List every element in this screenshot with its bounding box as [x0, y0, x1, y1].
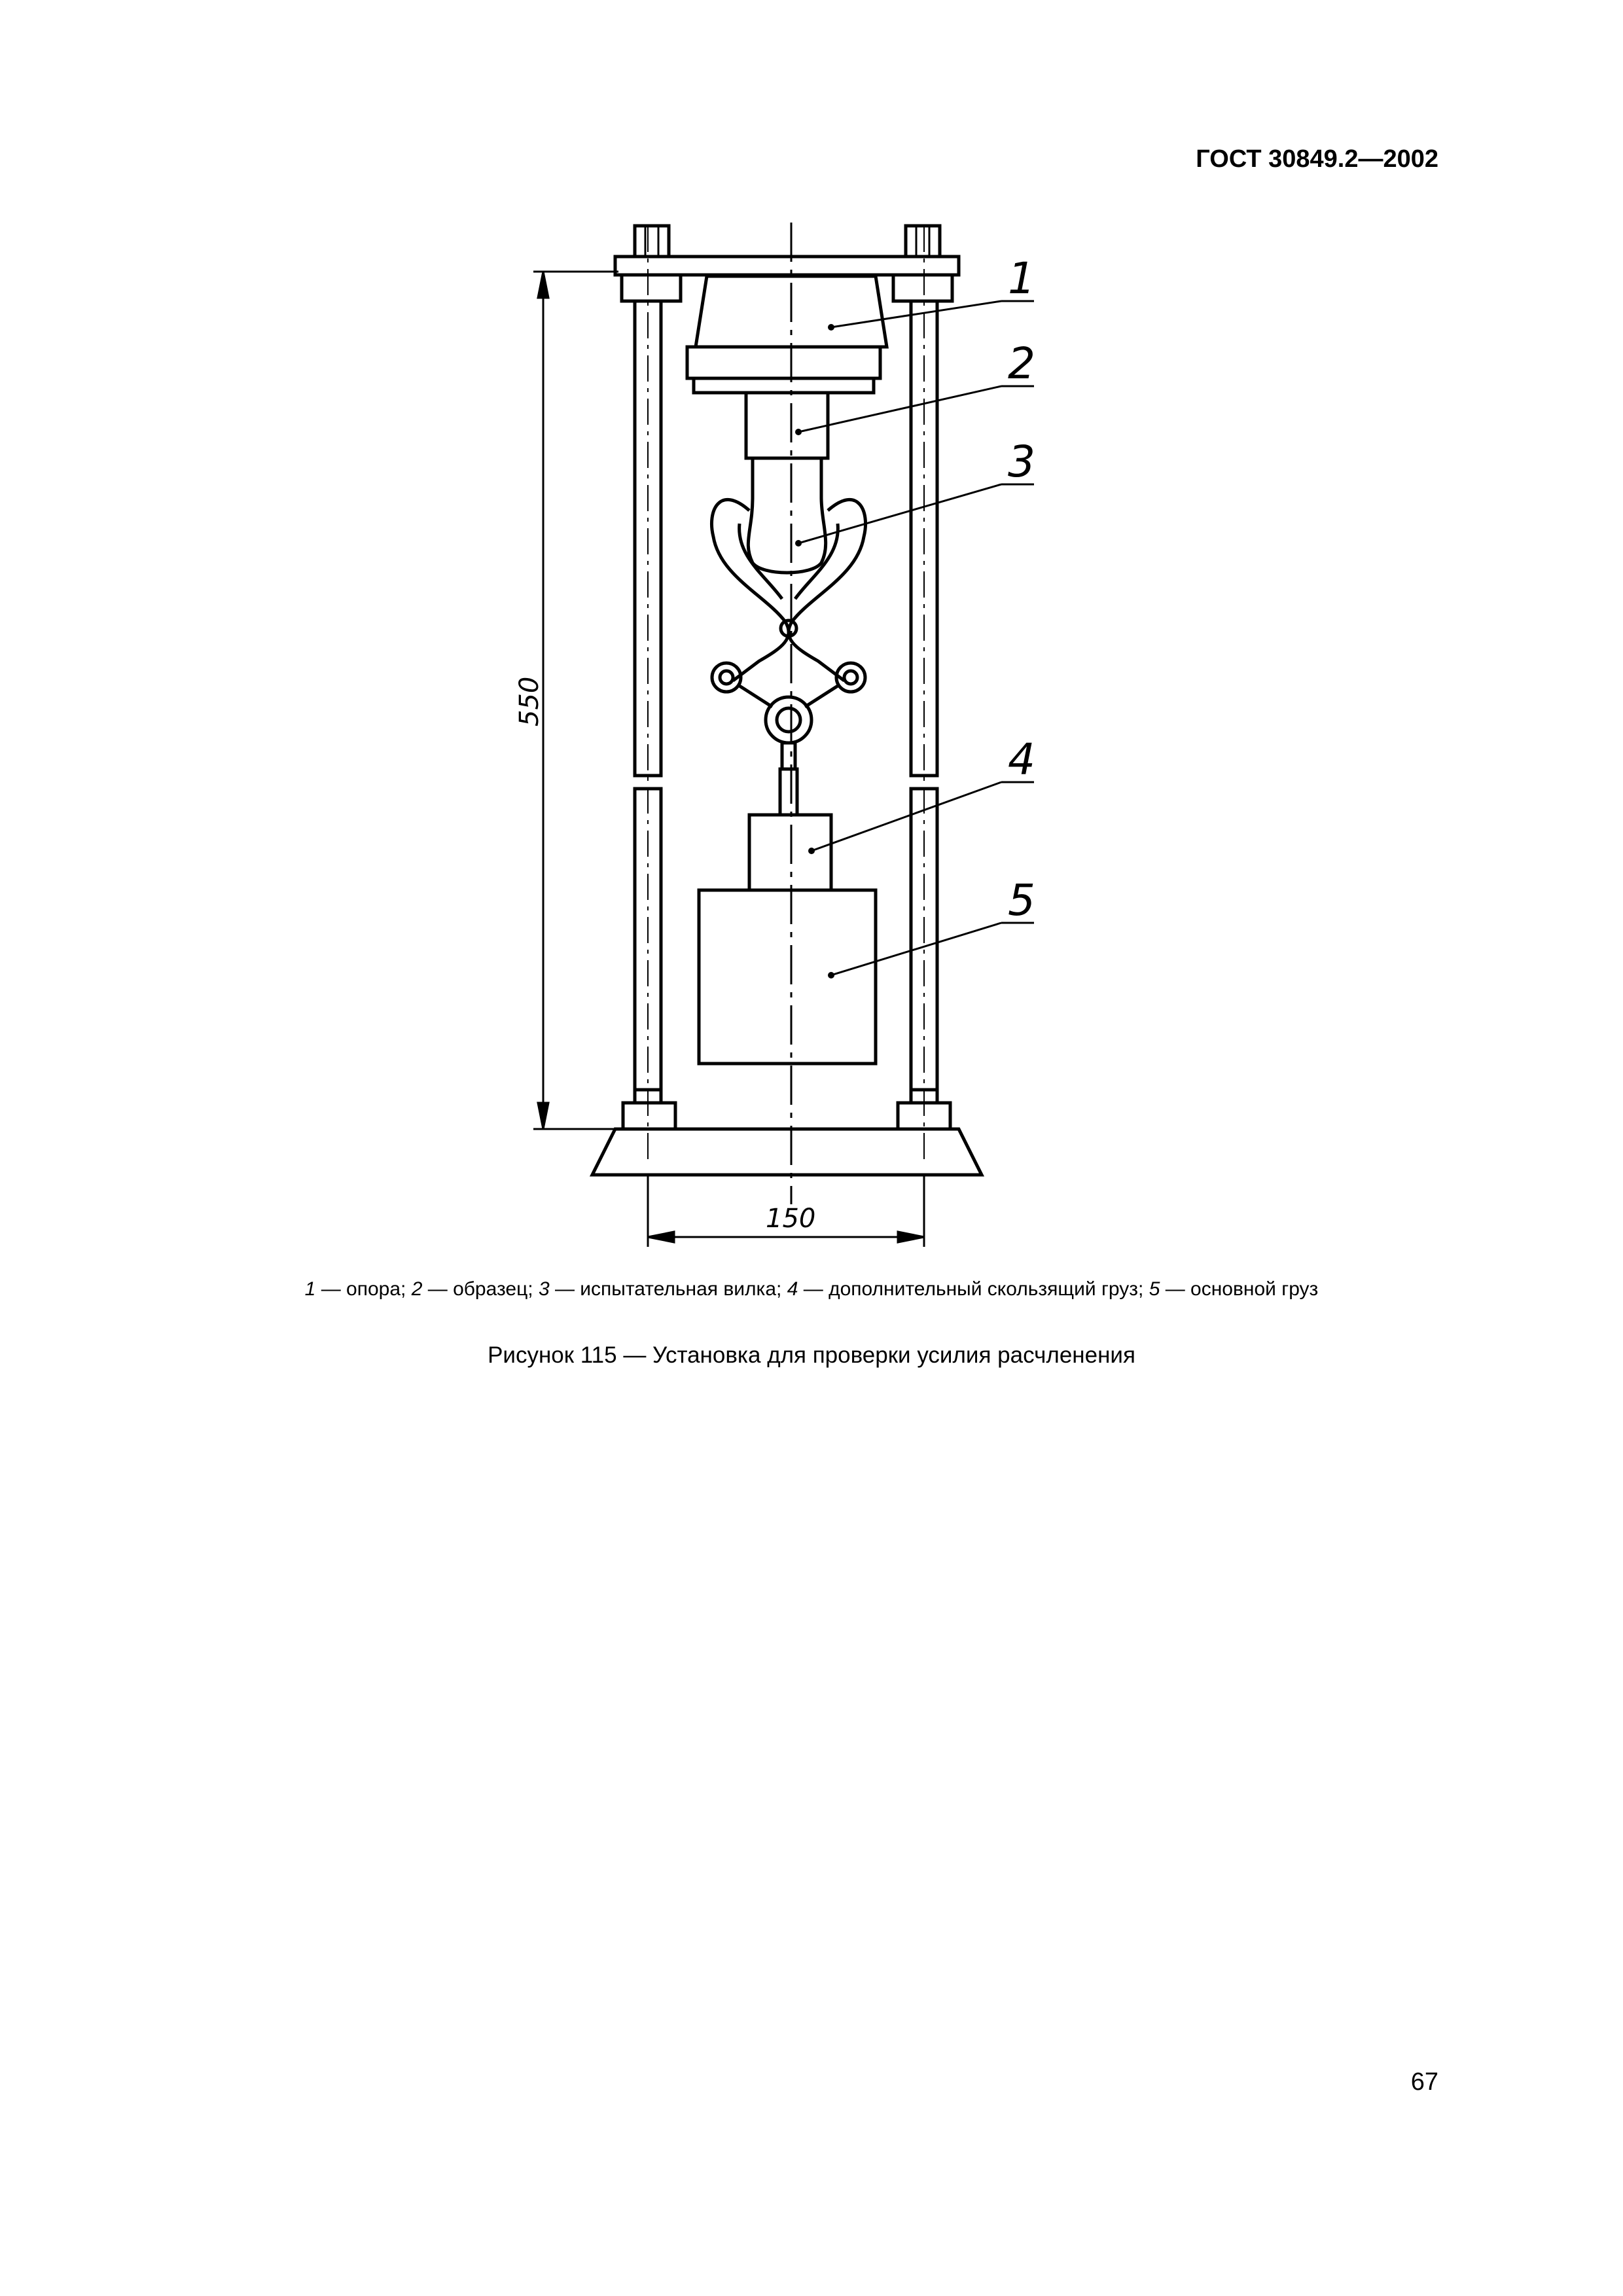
callout-3: 3: [1008, 437, 1035, 487]
left-rod: [635, 226, 661, 1165]
bottom-left-nut: [623, 1090, 675, 1129]
test-fork: [711, 499, 865, 743]
callout-5: 5: [1008, 875, 1035, 925]
top-right-nut: [893, 226, 952, 301]
specimen: [746, 393, 828, 573]
support-body: [687, 276, 887, 393]
callout-2: 2: [1008, 338, 1035, 389]
callout-1: 1: [1008, 253, 1035, 304]
figure-legend: 1 — опора; 2 — образец; 3 — испытательная вилка; 4 — дополнительный скользящий груз; 5 — основной груз: [304, 1278, 1319, 1300]
base-plate: [592, 1129, 982, 1175]
callout-leaders: [798, 301, 1034, 975]
dimension-550-label: 550: [514, 676, 544, 726]
dimension-150-label: 150: [766, 1204, 816, 1234]
document-header: ГОСТ 30849.2—2002: [1196, 145, 1438, 173]
page-number: 67: [1410, 2068, 1438, 2096]
main-weight: [699, 890, 876, 1064]
figure-title: Рисунок 115 — Установка для проверки усилия расчленения: [488, 1342, 1135, 1368]
hanger-rod: [780, 743, 797, 815]
callout-4: 4: [1008, 734, 1035, 785]
right-rod: [911, 226, 937, 1165]
top-left-nut: [622, 226, 681, 301]
height-dimension: [533, 272, 618, 1129]
top-plate: [615, 257, 959, 275]
